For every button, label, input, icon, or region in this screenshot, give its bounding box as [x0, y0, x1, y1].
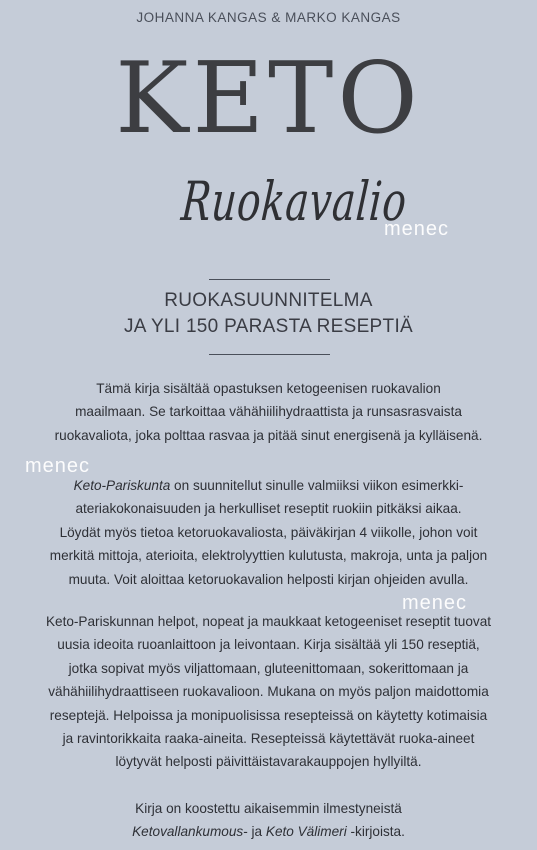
text-line: ruokavaliota, joka polttaa rasvaa ja pitää sinut energisenä ja kylläisenä. [54, 427, 483, 443]
text-line: merkitä mittoja, aterioita, elektrolyyttien kulutusta, makroja, unta ja paljon [49, 548, 488, 564]
text-span: - ja [243, 824, 266, 840]
watermark: menec [25, 455, 91, 477]
text-line: Keto-Pariskunnan helpot, nopeat ja maukkaat ketogeeniset reseptit tuovat [45, 614, 492, 629]
text-line [20, 820, 517, 843]
watermark: menec [384, 218, 450, 240]
text-line: Tämä kirja sisältää opastuksen ketogeenisen ruokavalion [96, 381, 441, 396]
text-line: vähähiilihydraattiseen ruokavalioon. Mukana on myös paljon maidottomia [48, 684, 489, 700]
text-line: löytyvät helposti päivittäistavarakauppojen hyllyiltä. [115, 754, 422, 770]
text-line: Kirja on koostettu aikaisemmin ilmestyneistä [135, 801, 402, 816]
text-line: Löydät myös tietoa ketoruokavaliosta, päiväkirjan 4 viikolle, johon voit [59, 524, 478, 540]
text-span: on suunnitellut sinulle valmiiksi viikon esimerkki- [170, 478, 464, 493]
italic-term: Keto-Pariskunta [73, 478, 171, 493]
text-line: jotka sopivat myös viljattomaan, gluteenittomaan, sokerittomaan ja [68, 660, 469, 676]
book-title: KETO [115, 42, 422, 156]
text-line [20, 474, 517, 497]
book-name: Keto Välimeri [265, 824, 347, 840]
script-subtitle: Ruokavalio [179, 170, 410, 233]
authors: JOHANNA KANGAS & MARKO KANGAS [136, 10, 401, 25]
text-line: uusia ideoita ruoanlaittoon ja leivontaan. Kirja sisältää yli 150 reseptiä, [57, 637, 480, 653]
source-paragraph [20, 797, 517, 844]
divider-bottom [209, 354, 330, 355]
text-line: ja ravintorikkaita raaka-aineita. Resepteissä käytettävät ruoka-aineet [62, 731, 475, 747]
tagline-line: JA YLI 150 PARASTA RESEPTIÄ [123, 316, 413, 337]
watermark: menec [402, 592, 468, 614]
text-line: muuta. Voit aloittaa ketoruokavalion helposti kirjan ohjeiden avulla. [68, 571, 469, 587]
recipes-paragraph [20, 610, 517, 774]
tagline [0, 288, 537, 340]
text-line: maailmaan. Se tarkoittaa vähähiilihydraattista ja runsasrasvaista [75, 404, 462, 420]
tagline-line: RUOKASUUNNITELMA [164, 290, 373, 311]
divider-top [209, 279, 330, 280]
text-line: reseptejä. Helpoissa ja monipuolisissa resepteissä on käytetty kotimaisia [49, 707, 488, 723]
intro-paragraph [20, 377, 517, 447]
text-span: -kirjoista. [346, 824, 405, 840]
text-line: ateriakokonaisuuden ja herkulliset reseptit ruokiin pitkäksi aikaa. [75, 501, 462, 517]
book-name: Ketovallankumous [132, 824, 244, 840]
plan-paragraph [20, 474, 517, 591]
